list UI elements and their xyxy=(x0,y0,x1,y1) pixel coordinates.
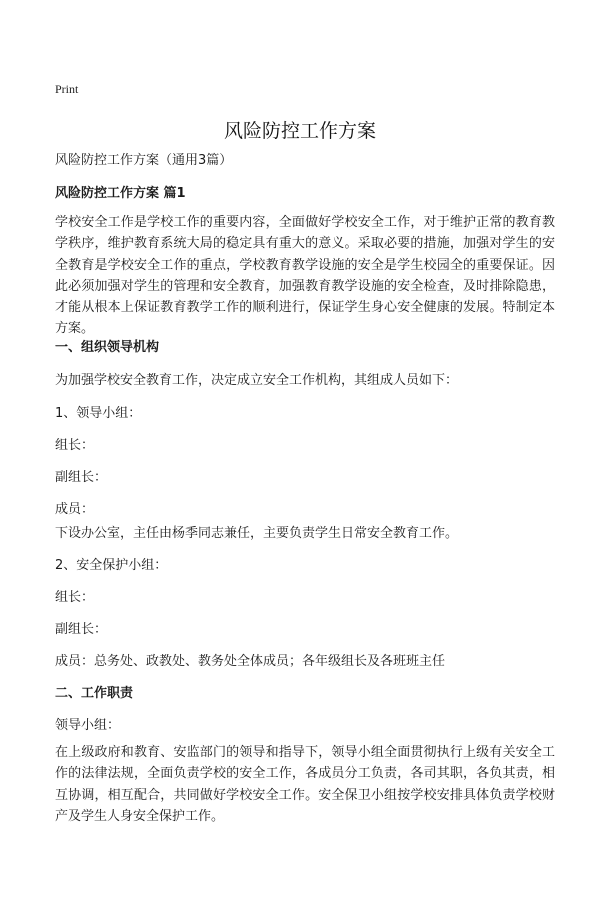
group2-deputy: 副组长： xyxy=(55,622,108,637)
group1-title: 1、领导小组： xyxy=(55,406,142,421)
section1-intro: 为加强学校安全教育工作，决定成立安全工作机构，其组成人员如下： xyxy=(55,373,459,388)
duty-group-label: 领导小组： xyxy=(55,718,121,733)
section1-heading: 一、组织领导机构 xyxy=(55,340,160,355)
duty-paragraph: 在上级政府和教育、安监部门的领导和指导下，领导小组全面贯彻执行上级有关安全工作的法律法规，全面负责学校的安全工作，各成员分工负责，各司其职，各负其责，相互协调，相互配合，共同做好学校安全工作。安全保卫小组按学校安排具体负责学校财产及学生人身安全保护工作。 xyxy=(55,745,555,824)
group1-leader: 组长： xyxy=(55,438,95,453)
section2-heading: 二、工作职责 xyxy=(55,686,134,701)
group2-title: 2、安全保护小组： xyxy=(55,558,168,573)
page-title: 风险防控工作方案 xyxy=(223,120,376,142)
intro-paragraph: 学校安全工作是学校工作的重要内容，全面做好学校安全工作，对于维护正常的教育教学秩序，维护教育系统大局的稳定具有重大的意义。采取必要的措施，加强对学生的安全教育是学校安全工作的重点，学校教育教学设施的安全是学生校园全的重要保证。因此必须加强对学生的管理和安全教育，加强教育教学设施的安全检查，及时排除隐患，才能从根本上保证教育教学工作的顺利进行，保证学生身心安全健康的发展。特制定本方案。 xyxy=(55,215,555,337)
group2-leader: 组长： xyxy=(55,590,95,605)
office-note: 下设办公室，主任由杨季同志兼任，主要负责学生日常安全教育工作。 xyxy=(55,526,459,541)
group1-members: 成员： xyxy=(55,502,95,517)
group2-members: 成员：总务处、政教处、教务处全体成员；各年级组长及各班班主任 xyxy=(55,654,446,669)
article-heading: 风险防控工作方案 篇1 xyxy=(55,186,186,201)
document-subtitle: 风险防控工作方案（通用3篇） xyxy=(55,153,233,168)
group1-deputy: 副组长： xyxy=(55,470,108,485)
print-label: Print xyxy=(55,82,79,96)
